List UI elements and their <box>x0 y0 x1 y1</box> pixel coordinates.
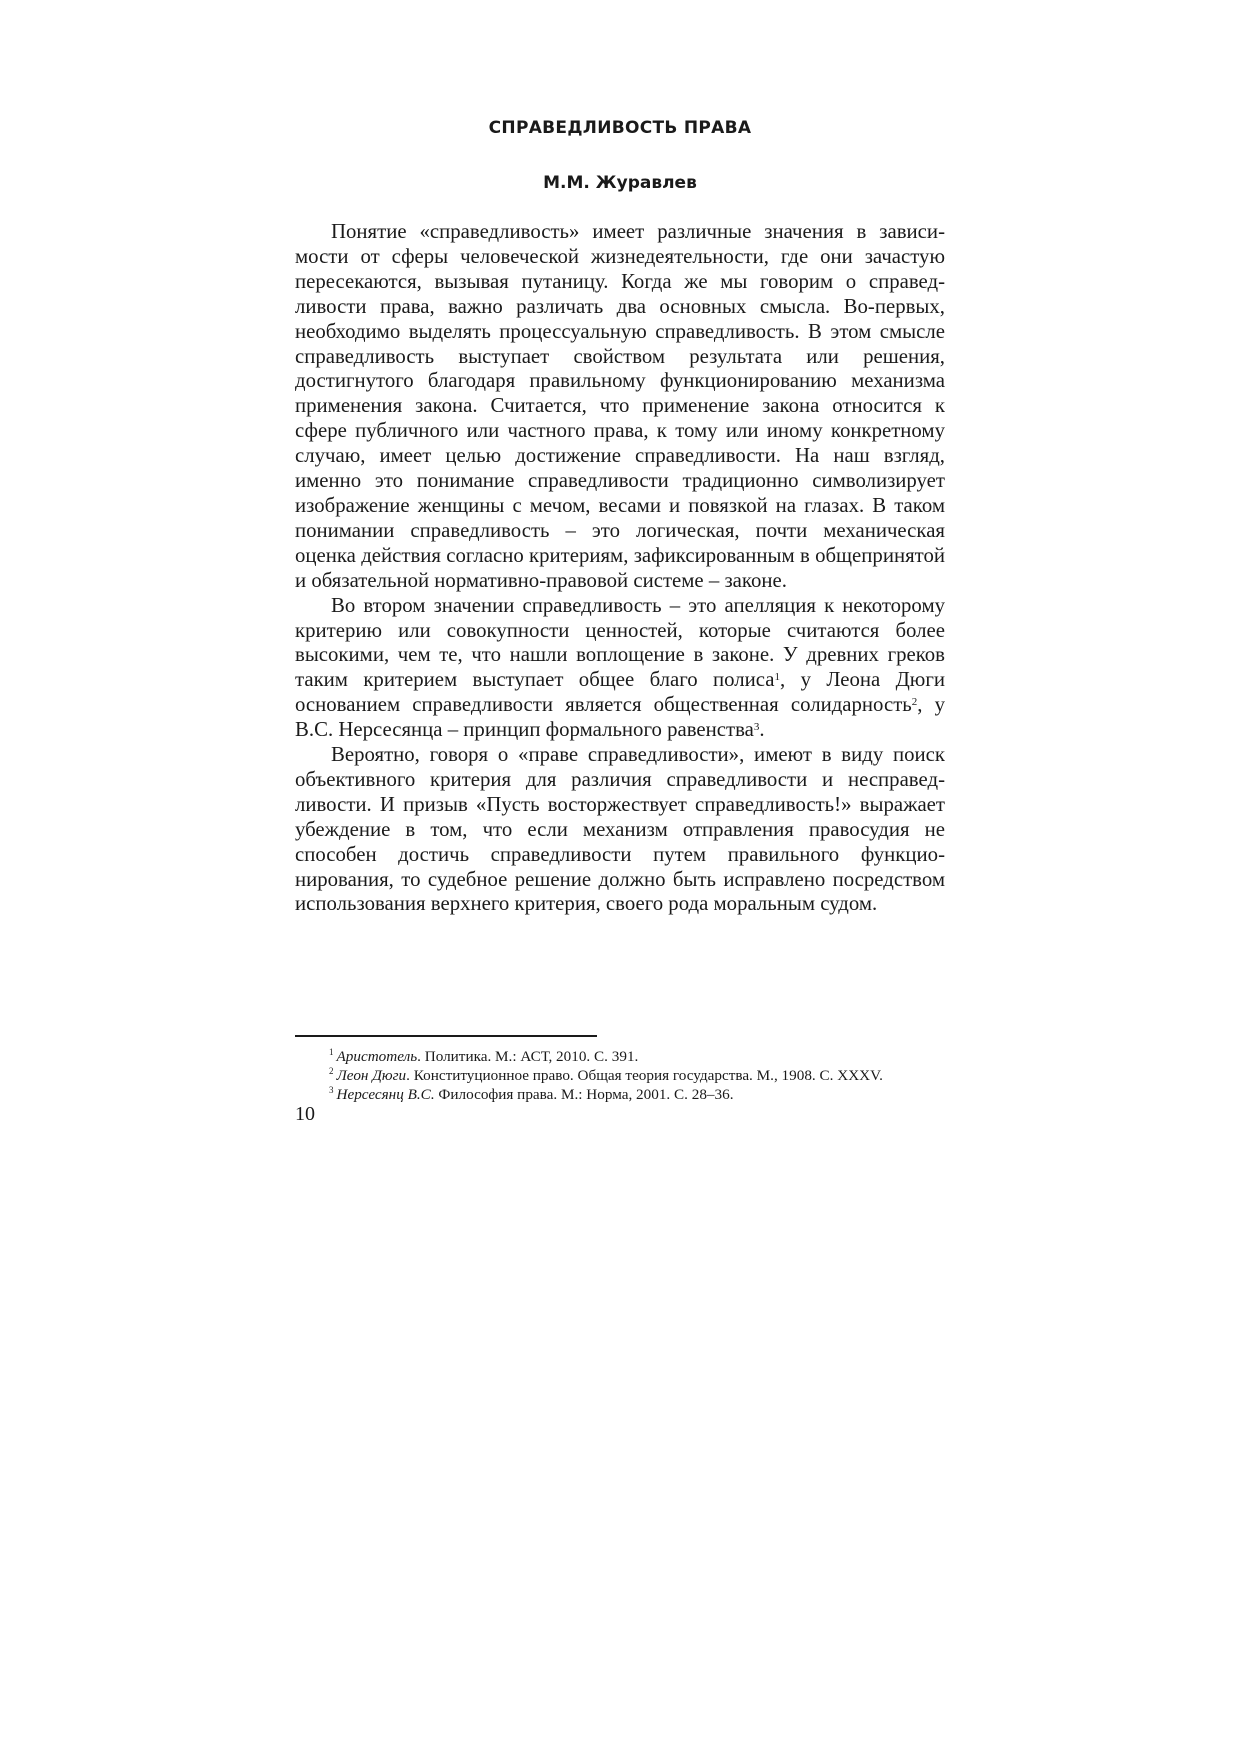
footnote-2-number: 2 <box>329 1066 334 1077</box>
article-author: М.М. Журавлев <box>543 173 697 193</box>
footnote-2 <box>329 1066 949 1085</box>
document-page <box>295 115 946 1125</box>
paragraph-2 <box>295 594 945 743</box>
footnote-2-text: . Конституционное право. Общая теория государства. М., 1908. С. XXXV. <box>406 1067 883 1084</box>
footnote-3 <box>329 1085 949 1104</box>
footnote-separator <box>295 1035 597 1037</box>
footnote-ref-3[interactable]: 3 <box>753 721 760 734</box>
footnote-1-author: Аристотель <box>336 1048 418 1065</box>
paragraph-2-text-a: Во втором значении справедливость – это апелляция к некоторому критерию или совокупности ценностей, которые считаются более высокими, чем те, что нашли воплощение в законе. У древних греков таким критерием выступает общее благо полиса <box>295 593 945 692</box>
footnote-1-number: 1 <box>329 1047 334 1058</box>
article-body <box>295 220 945 917</box>
paragraph-1: Понятие «справедливость» имеет различные значения в зависимости от сферы человеческой жизнедеятельности, где они зачастую пересекаются, вызывая путаницу. Когда же мы говорим о справедливости права, важно различать два основных смысла. Во-первых, необходимо выделять процессуальную справедливость. В этом смысле справедливость выступает свойством результата или решения, достигнутого благодаря правильному функционированию механизма применения закона. Считается, что применение закона относится к сфере публичного или частного права, к тому или иному конкретному случаю, имеет целью достижение справедливости. На наш взгляд, именно это понимание справедливости традиционно символизирует изображение женщины с мечом, весами и повязкой на глазах. В таком понимании справедливость – это логическая, почти механическая оценка действия согласно критериям, зафиксированным в общепринятой и обязательной нормативно-правовой системе – законе. <box>295 220 945 592</box>
paragraph-2-text-d: . <box>759 718 765 742</box>
footnote-1 <box>329 1047 949 1066</box>
paragraph-2-text-b: , у Леона Дюги основанием справедливости является общественная солидарность <box>295 668 945 717</box>
footnote-2-author: Леон Дюги <box>336 1067 407 1084</box>
footnote-3-text: Философия права. М.: Норма, 2001. С. 28–36. <box>434 1086 734 1103</box>
footnote-1-text: . Политика. М.: АСТ, 2010. С. 391. <box>417 1048 639 1065</box>
article-title: СПРАВЕДЛИВОСТЬ ПРАВА <box>488 118 752 138</box>
page-number: 10 <box>295 1103 315 1125</box>
paragraph-2-text-c: , у В.С. Нерсесянца – принцип формального равенства <box>295 693 946 742</box>
paragraph-3: Вероятно, говоря о «праве справедливости», имеют в виду поиск объективного критерия для различия справедливости и несправедливости. И призыв «Пусть восторжествует справедливость!» выражает убеждение в том, что если механизм отправления правосудия не способен достичь справедливости путем правильного функционирования, то судебное решение должно быть исправлено посредством использования верхнего критерия, своего рода моральным судом. <box>295 743 945 916</box>
footnotes <box>329 1047 949 1104</box>
footnote-ref-2[interactable]: 2 <box>911 696 918 709</box>
footnote-3-author: Нерсесянц В.С. <box>336 1086 435 1103</box>
footnote-3-number: 3 <box>329 1085 334 1096</box>
footnote-ref-1[interactable]: 1 <box>774 671 781 684</box>
